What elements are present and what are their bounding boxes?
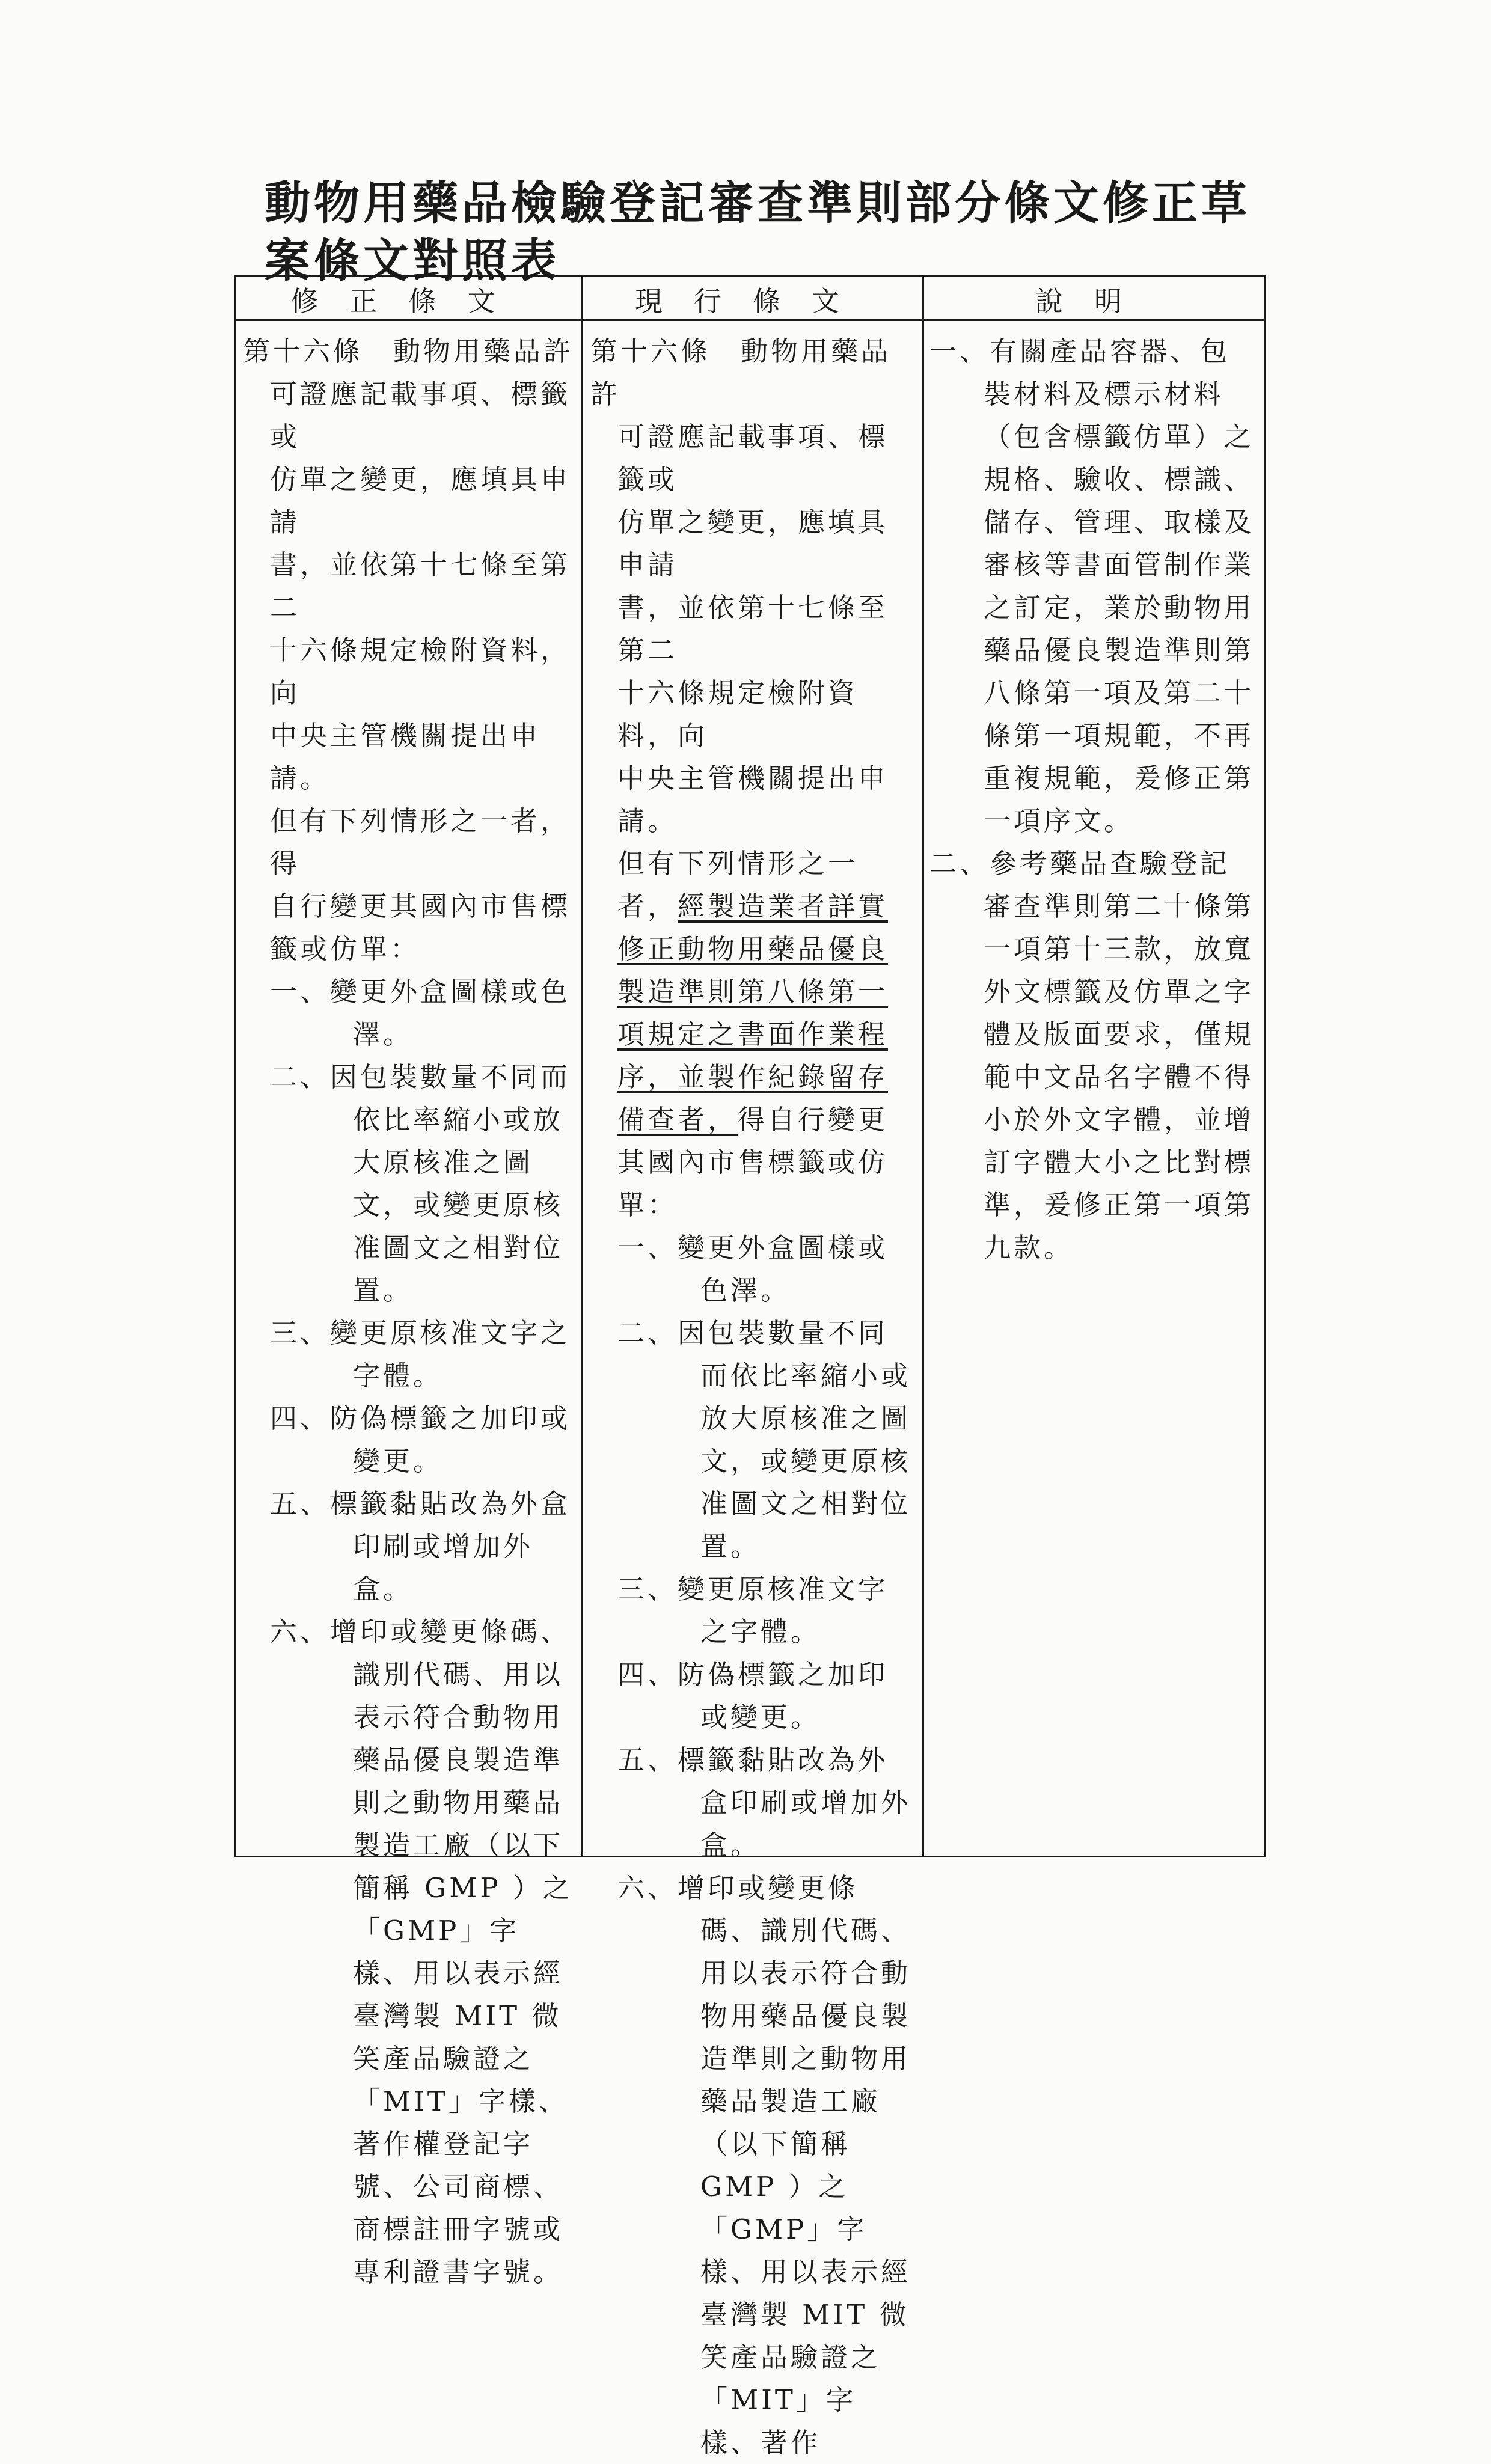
amended-item-2: 二、因包裝數量不同而依比率縮小或放大原核准之圖文，或變更原核准圖文之相對位置。	[270, 1061, 571, 1306]
amended-article-heading: 第十六條 動物用藥品許	[243, 335, 574, 367]
current-item-6: 六、增印或變更條碼、識別代碼、用以表示符合動物用藥品優良製造準則之動物用藥品製造工廠（以下簡稱 GMP ）之「GMP」字樣、用以表示經臺灣製 MIT 微笑產品驗證之「MIT」字樣、著作	[617, 1872, 911, 2459]
amended-line: 籤或仿單：	[270, 933, 421, 965]
amended-line: 中央主管機關提出申請。	[270, 720, 541, 794]
current-item-5: 五、標籤黏貼改為外盒印刷或增加外盒。	[617, 1744, 911, 1861]
amended-line: 十六條規定檢附資料，向	[270, 634, 571, 709]
comparison-table	[234, 275, 1266, 2459]
current-item-1: 一、變更外盒圖樣或色澤。	[617, 1232, 889, 1306]
amended-item-6: 六、增印或變更條碼、識別代碼、用以表示符合動物用藥品優良製造準則之動物用藥品製造工廠（以下簡稱 GMP ）之「GMP」字樣、用以表示經臺灣製 MIT 微笑產品驗證之「MIT」字樣、著作權登記字號、公司商標、商標註冊字號或專利證書字號。	[270, 1616, 573, 2288]
amended-line: 自行變更其國內市售標	[270, 890, 571, 922]
amended-column	[243, 330, 575, 2293]
explanation-note-1: 一、有關產品容器、包裝材料及標示材料（包含標籤仿單）之規格、驗收、標識、儲存、管理、取樣及審核等書面管制作業之訂定，業於動物用藥品優良製造準則第八條第一項及第二十條第一項規範，不再重複規範，爰修正第一項序文。	[929, 335, 1255, 837]
current-item-4: 四、防偽標籤之加印或變更。	[617, 1658, 889, 1733]
amended-item-1: 一、變更外盒圖樣或色澤。	[270, 976, 571, 1050]
current-item-2: 二、因包裝數量不同而依比率縮小或放大原核准之圖文，或變更原核准圖文之相對位置。	[617, 1317, 911, 1562]
current-item-3: 三、變更原核准文字之字體。	[617, 1573, 889, 1648]
current-line: 十六條規定檢附資料，向	[617, 677, 859, 751]
amended-item-3: 三、變更原核准文字之字體。	[270, 1317, 571, 1392]
current-column	[590, 330, 915, 2464]
current-line: 中央主管機關提出申請。	[617, 762, 889, 837]
explanation-note-2: 二、參考藥品查驗登記審查準則第二十條第一項第十三款，放寬外文標籤及仿單之字體及版面要求，僅規範中文品名字體不得小於外文字體，並增訂字體大小之比對標準，爰修正第一項第九款。	[929, 848, 1255, 1264]
amended-item-4: 四、防偽標籤之加印或變更。	[270, 1402, 571, 1477]
current-line: 仿單之變更，應填具申請	[617, 506, 889, 581]
current-proviso	[590, 842, 915, 1226]
proviso-underlined: 經製造業者詳實修正動物用藥品優良製造準則第八條第一項規定之書面作業程序，並製作紀錄留存備查者，	[617, 890, 889, 1136]
document-title	[265, 174, 1251, 290]
amended-item-5: 五、標籤黏貼改為外盒印刷或增加外盒。	[270, 1488, 571, 1605]
header-explanation: 說明	[1035, 285, 1153, 317]
proviso-end: 得自行變更其國內市售標籤或仿單：	[617, 1104, 889, 1221]
header-current: 現行條文	[635, 285, 871, 317]
current-line: 可證應記載事項、標籤或	[617, 421, 889, 495]
current-article-heading: 第十六條 動物用藥品許	[590, 335, 892, 410]
title-line-2: 案條文對照表	[265, 234, 560, 287]
column-divider	[581, 277, 583, 1856]
title-line-1: 動物用藥品檢驗登記審查準則部分條文修正草	[265, 176, 1251, 230]
header-amended: 修正條文	[290, 285, 527, 317]
current-line: 書，並依第十七條至第二	[617, 592, 889, 666]
amended-line: 書，並依第十七條至第二	[270, 549, 571, 623]
explanation-column	[929, 330, 1259, 1269]
amended-line: 可證應記載事項、標籤或	[270, 378, 571, 453]
column-divider	[922, 277, 924, 1856]
amended-line: 仿單之變更，應填具申請	[270, 463, 571, 538]
proviso-start: 但有下列情形之一者，	[617, 848, 859, 922]
amended-line: 但有下列情形之一者，得	[270, 805, 571, 879]
header-divider	[236, 319, 1264, 321]
